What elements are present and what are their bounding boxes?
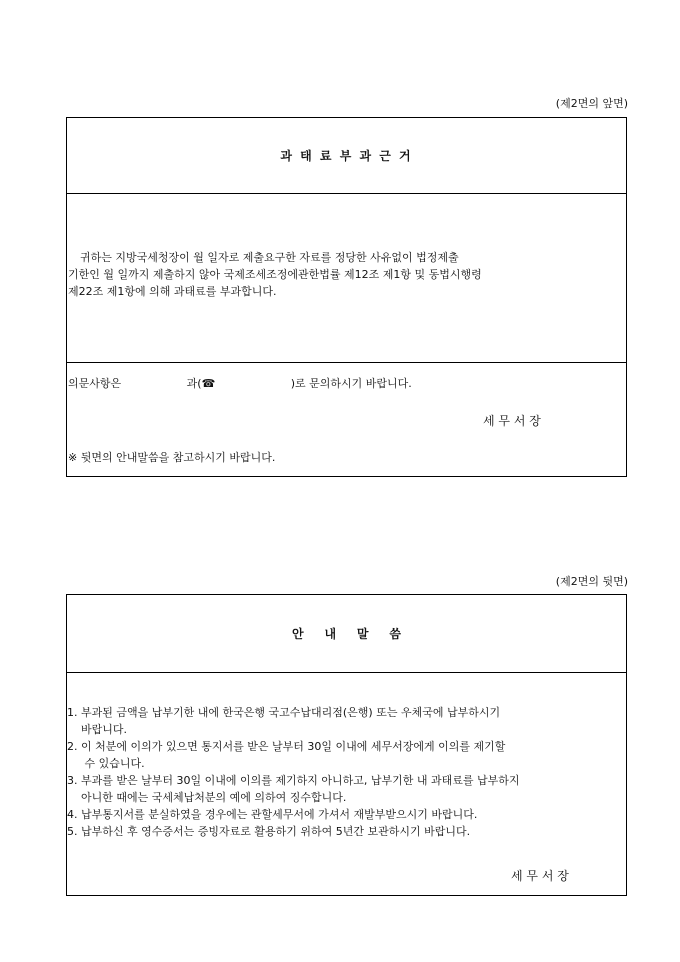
front-signature: 세 무 서 장 (483, 414, 541, 428)
back-title-row (67, 595, 626, 673)
front-box (66, 117, 627, 477)
front-body (67, 194, 626, 363)
telephone-icon: ☎ (201, 377, 216, 390)
back-page-label: (제2면의 뒷면) (555, 575, 628, 588)
back-item-line: 수 있습니다. (67, 757, 145, 770)
back-list (67, 704, 622, 840)
back-item-line: 2. 이 처분에 이의가 있으면 통지서를 받은 날부터 30일 이내에 세무서장에게 이의를 제기할 (67, 740, 506, 753)
front-inquiry (68, 375, 412, 392)
front-page-label: (제2면의 앞면) (555, 97, 628, 110)
back-item-line: 아니한 때에는 국세체납처분의 예에 의하여 징수합니다. (67, 791, 347, 804)
inquiry-prefix: 의문사항은 (68, 377, 122, 390)
inquiry-dept: 과( (186, 377, 202, 390)
back-item-line: 4. 납부통지서를 분실하였을 경우에는 관할세무서에 가셔서 재발부받으시기 바랍니다. (67, 808, 478, 821)
front-title: 과 태 료 부 과 근 거 (280, 149, 413, 163)
back-signature: 세 무 서 장 (511, 869, 569, 883)
back-title: 안 내 말 씀 (291, 627, 402, 641)
back-item-line: 5. 납부하신 후 영수증서는 증빙자료로 활용하기 위하여 5년간 보관하시기 바랍니다. (67, 825, 471, 838)
front-body-text (68, 249, 622, 300)
front-body-line-3: 제22조 제1항에 의해 과태료를 부과합니다. (68, 285, 277, 298)
front-body-line-2: 기한인 월 일까지 제출하지 않아 국제조세조정에관한법률 제12조 제1항 및 동법시행령 (68, 268, 482, 281)
back-item-line: 1. 부과된 금액을 납부기한 내에 한국은행 국고수납대리점(은행) 또는 우체국에 납부하시기 (67, 706, 501, 719)
back-item-line: 3. 부과를 받은 날부터 30일 이내에 이의를 제기하지 아니하고, 납부기한 내 과태료를 납부하지 (67, 774, 520, 787)
back-box (66, 594, 627, 896)
front-title-row (67, 118, 626, 194)
back-item-line: 바랍니다. (67, 723, 127, 736)
inquiry-suffix: )로 문의하시기 바랍니다. (290, 377, 412, 390)
front-body-line-1: 귀하는 지방국세청장이 월 일자로 제출요구한 자료를 정당한 사유없이 법정제출 (80, 251, 459, 264)
front-note: ※ 뒷면의 안내말씀을 참고하시기 바랍니다. (68, 451, 276, 464)
